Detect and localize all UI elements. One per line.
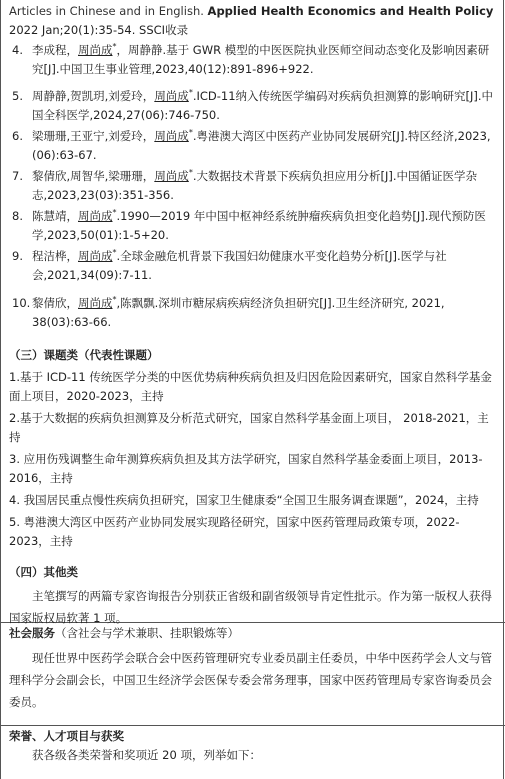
honors-title: 荣誉、人才项目与获奖 xyxy=(9,729,124,743)
publications-block xyxy=(9,2,497,629)
intro-line: Articles in Chinese and in English. Applied Health Economics and Health Policy 2022 Jan;20(1):35-54. SSCI收录 xyxy=(9,4,494,37)
author-name: 周尚成 xyxy=(78,43,113,57)
social-service-text: 现任世界中医药学会联合会中医药管理研究专业委员副主任委员，中华中医药学会人文与管理科学分会副会长，中国卫生经济学会医保专委会常务理事，国家中医药管理局专家咨询委员会委员。 xyxy=(9,651,492,709)
honors-text: 获各级各类荣誉和奖项近 20 项，列举如下： xyxy=(32,748,261,762)
author-name: 周尚成 xyxy=(154,169,189,183)
project-item: 5. 粤港澳大湾区中医药产业协同发展实现路径研究，国家中医药管理局政策专项，2022-2023，主持 xyxy=(9,515,460,548)
honors-section xyxy=(9,727,497,765)
project-item: 3. 应用伤残调整生命年测算疾病负担及其方法学研究，国家自然科学基金委面上项目，2013-2016，主持 xyxy=(9,452,483,485)
reference-item: 7. 黎倩欣,周智华,梁珊珊，周尚成*.大数据技术背景下疾病负担应用分析[J].中国循证医学杂志,2023,23(03):351-356. xyxy=(12,168,477,202)
section-divider xyxy=(0,725,505,726)
projects-section xyxy=(9,346,497,551)
reference-list xyxy=(9,41,497,332)
project-item: 4. 我国居民重点慢性疾病负担研究，国家卫生健康委“全国卫生服务调查课题”，2024，主持 xyxy=(9,493,479,507)
reference-item: 10. 黎倩欣，周尚成*,陈飘飘.深圳市糖尿病疾病经济负担研究[J].卫生经济研究, 2021, 38(03):63-66. xyxy=(12,295,445,329)
social-service-title: 社会服务 xyxy=(9,626,55,640)
author-name: 周尚成 xyxy=(78,249,113,263)
reference-item: 8. 陈慧靖，周尚成*.1990—2019 年中国中枢神经系统肿瘤疾病负担变化趋势[J].现代预防医学,2023,50(01):1-5+20. xyxy=(12,208,486,242)
reference-item: 9. 程洁桦，周尚成*.全球金融危机背景下我国妇幼健康水平变化趋势分析[J].医学与社会,2021,34(09):7-11. xyxy=(12,248,447,282)
author-name: 周尚成 xyxy=(78,209,113,223)
reference-item: 6. 梁珊珊,王亚宁,刘爱玲，周尚成*.粤港澳大湾区中医药产业协同发展研究[J].特区经济,2023,(06):63-67. xyxy=(12,128,491,162)
social-service-subtitle: （含社会与学术兼职、挂职锻炼等） xyxy=(55,626,239,640)
author-name: 周尚成 xyxy=(154,89,189,103)
reference-item: 5. 周静静,贺凯玥,刘爱玲，周尚成*.ICD-11纳入传统医学编码对疾病负担测算的影响研究[J].中国全科医学,2024,27(06):746-750. xyxy=(12,88,494,122)
social-service-section xyxy=(9,624,497,713)
author-name: 周尚成 xyxy=(78,296,113,310)
others-text: 主笔撰写的两篇专家咨询报告分别获正省级和副省级领导肯定性批示。作为第一版权人获得国家版权局软著 1 项。 xyxy=(9,589,492,625)
projects-title: （三）课题类（代表性课题） xyxy=(9,348,159,362)
journal-name: Applied Health Economics and Health Policy xyxy=(207,4,494,18)
reference-item: 4. 李成程，周尚成*，周静静.基于 GWR 模型的中医医院执业医师空间动态变化及影响因素研究[J].中国卫生事业管理,2023,40(12):891-896+922. xyxy=(12,42,490,76)
author-name: 周尚成 xyxy=(154,129,189,143)
project-item: 1.基于 ICD-11 传统医学分类的中医优势病种疾病负担及归因危险因素研究，国家自然科学基金面上项目，2020-2023，主持 xyxy=(9,370,492,403)
project-item: 2.基于大数据的疾病负担测算及分析范式研究，国家自然科学基金面上项目， 2018-2021，主持 xyxy=(9,411,489,444)
others-title: （四）其他类 xyxy=(9,565,78,579)
others-section xyxy=(9,563,497,629)
